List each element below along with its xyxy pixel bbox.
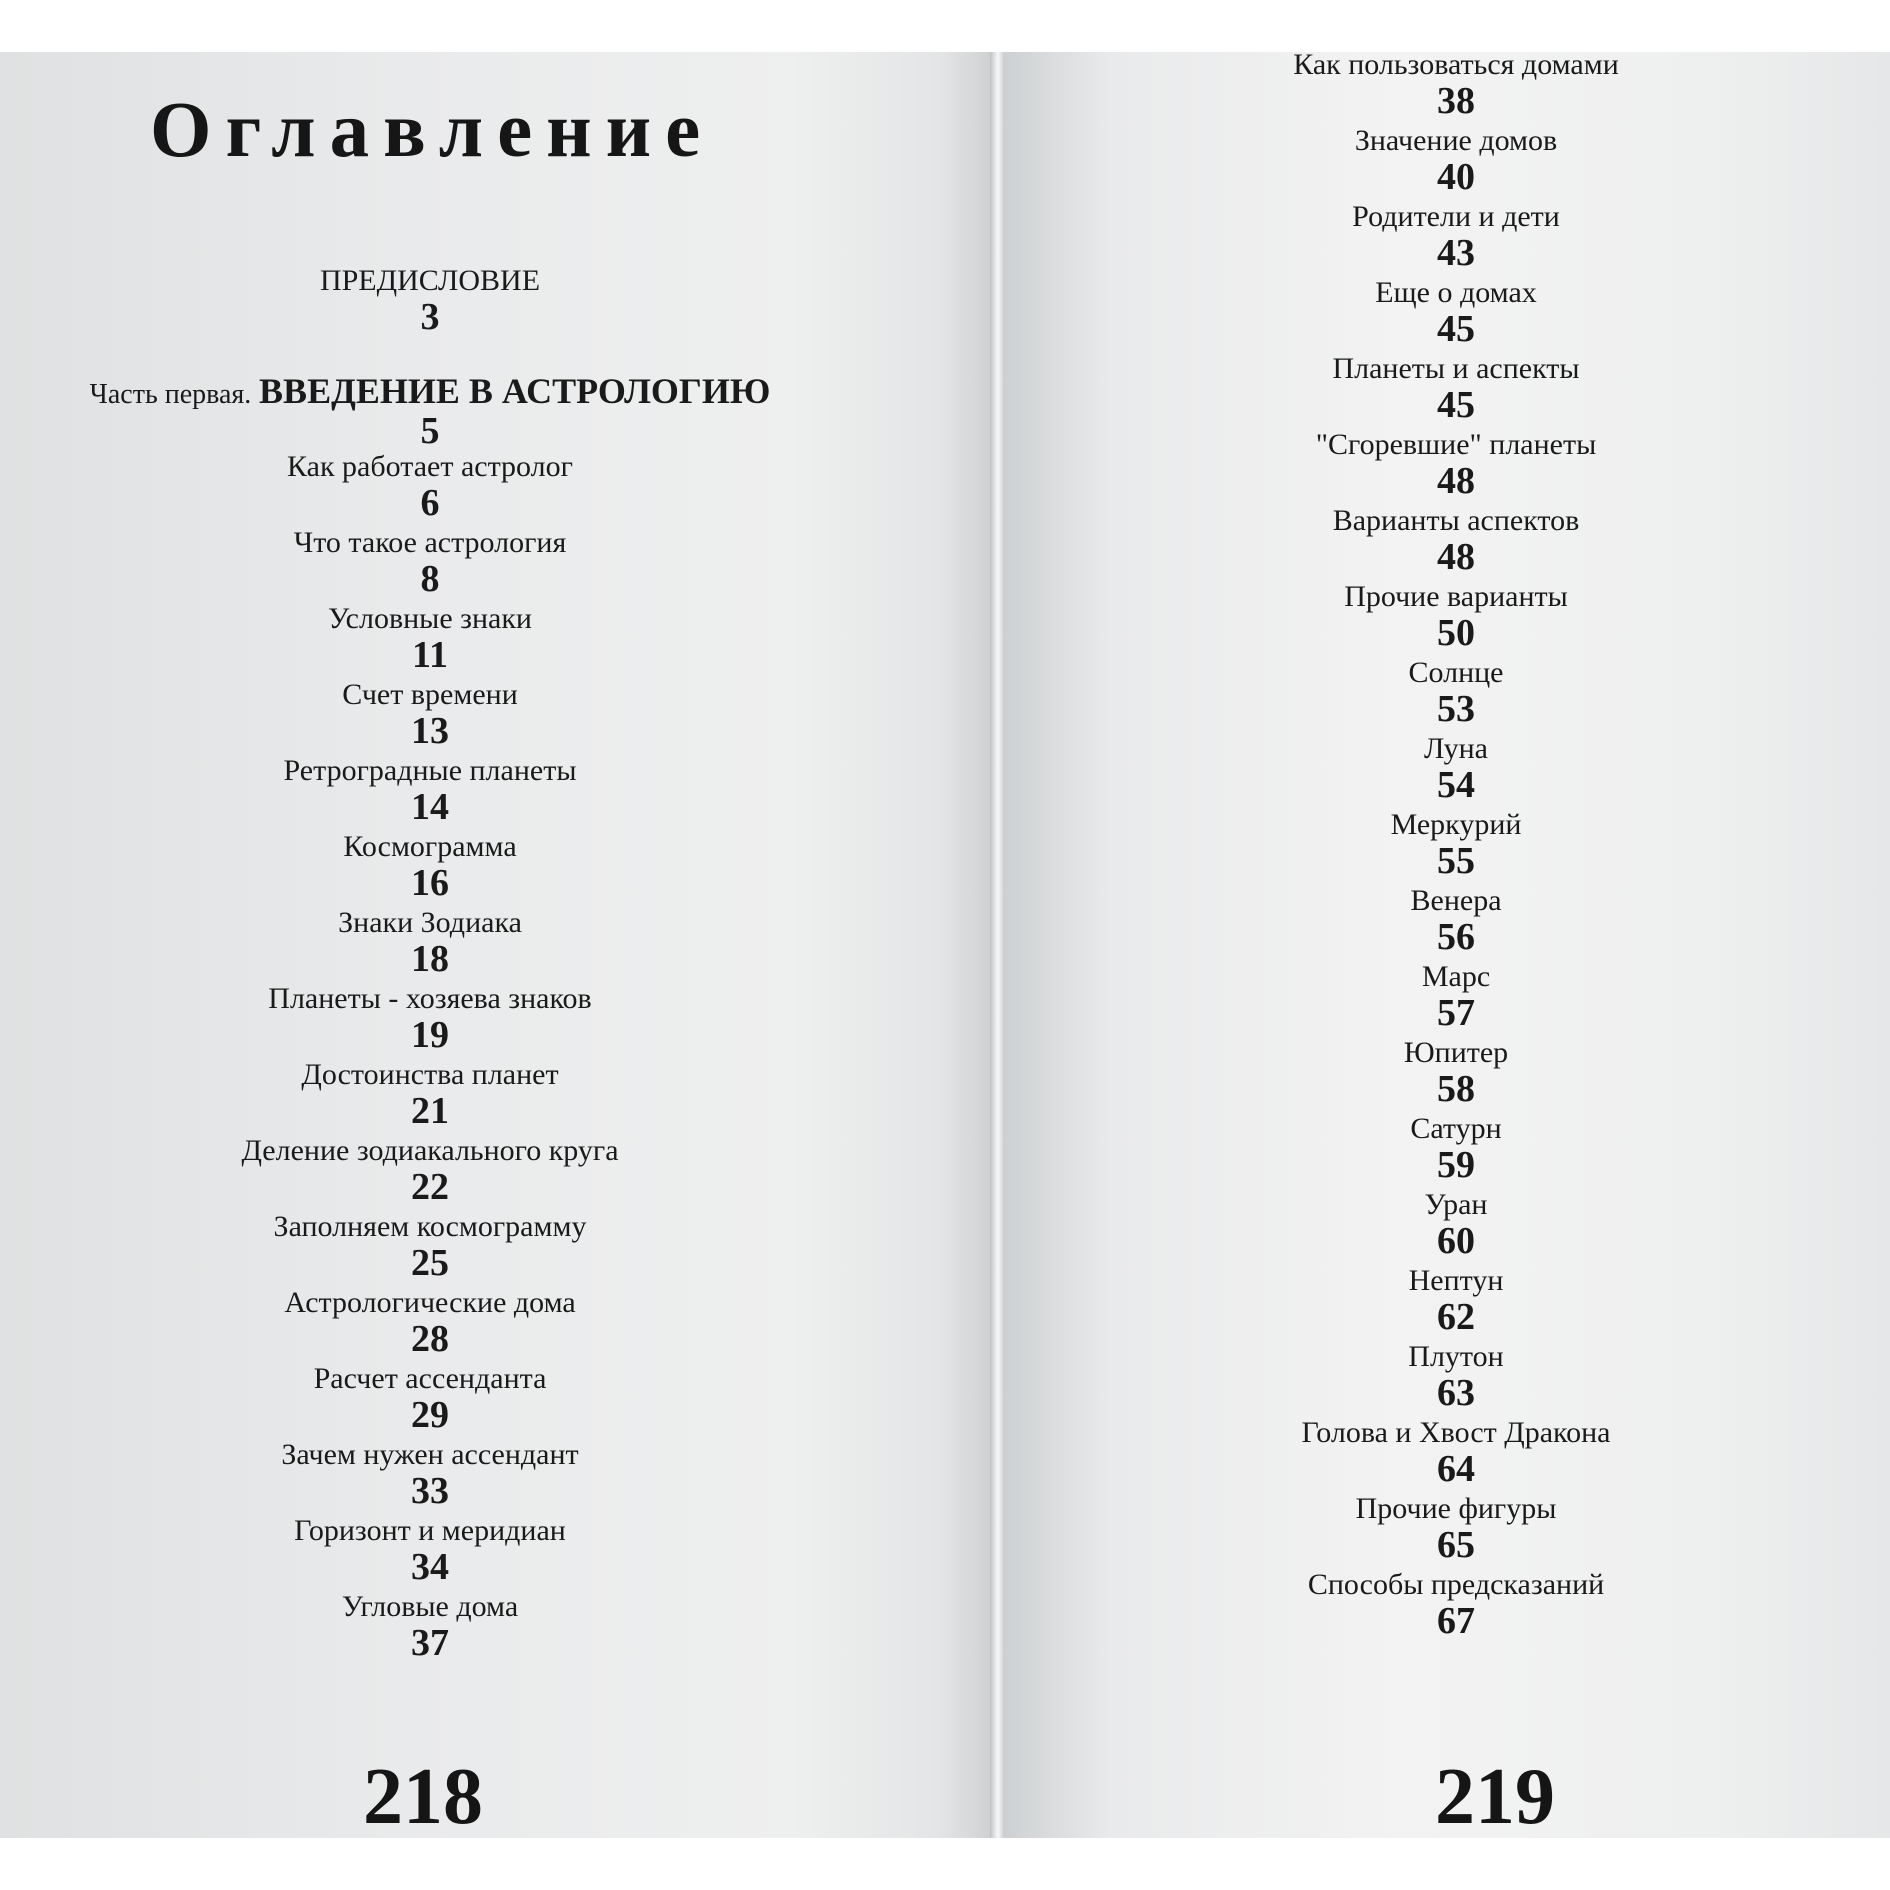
toc-entry-page: 22 (410, 1166, 449, 1208)
toc-entry (294, 526, 567, 599)
toc-entry-page: 63 (1437, 1372, 1475, 1414)
toc-entry-page: 62 (1437, 1296, 1475, 1338)
toc-entry-page: 48 (1436, 536, 1475, 578)
toc-entry (1408, 1340, 1503, 1413)
toc-entry (1355, 124, 1557, 197)
toc-entry (1333, 504, 1580, 577)
toc-entry-title: Ретроградные планеты (283, 754, 577, 787)
page-number-right: 219 (1435, 1753, 1555, 1838)
toc-entry-title: Угловые дома (341, 1590, 519, 1623)
toc-entry-title: Еще о домах (1375, 276, 1537, 309)
right-page (1003, 52, 1890, 1838)
toc-entry (241, 1134, 618, 1207)
toc-entry (314, 1362, 547, 1435)
toc-entry-title: Условные знаки (328, 602, 532, 635)
toc-entry-page: 65 (1437, 1524, 1475, 1566)
toc-part-entry (89, 371, 771, 452)
toc-entry-title: Что такое астрология (293, 526, 567, 559)
toc-entry-page: 43 (1437, 232, 1475, 274)
toc-entry-page: 59 (1436, 1144, 1475, 1186)
toc-part-prefix: Часть первая. (89, 379, 252, 410)
toc-entry (1424, 732, 1488, 805)
toc-entry (1410, 1112, 1501, 1185)
toc-entry (1391, 808, 1522, 881)
toc-entry (284, 1286, 575, 1359)
toc-entry (1302, 1416, 1611, 1489)
toc-entry (281, 1438, 578, 1511)
toc-entry-page: 13 (411, 710, 449, 752)
toc-entry-title: Деление зодиакального круга (241, 1134, 619, 1167)
toc-entry-title: Планеты - хозяева знаков (268, 982, 592, 1015)
toc-entry-page: 38 (1436, 80, 1475, 122)
toc-entry (1344, 580, 1568, 653)
toc-entry-title: Астрологические дома (284, 1286, 576, 1319)
toc-entry (1316, 428, 1597, 501)
toc-entry-title: Голова и Хвост Дракона (1301, 1416, 1611, 1449)
page-number-left: 218 (363, 1753, 483, 1838)
toc-entry-page: 25 (410, 1242, 449, 1284)
toc-entry-page: 21 (411, 1090, 449, 1132)
toc-entry (294, 1514, 566, 1587)
toc-entry-page: 56 (1436, 916, 1475, 958)
toc-entry (287, 450, 573, 523)
toc-entry-page: 58 (1437, 1068, 1475, 1110)
toc-entry-title: Марс (1421, 960, 1491, 993)
toc-entry-title: Горизонт и меридиан (294, 1514, 566, 1547)
toc-entry-page: 19 (411, 1014, 449, 1056)
toc-entry-title: Родители и дети (1352, 200, 1560, 233)
toc-entry (284, 754, 577, 827)
toc-entry-title: Способы предсказаний (1307, 1568, 1605, 1601)
toc-entry-title: Счет времени (342, 678, 518, 711)
toc-entry-title: Как пользоваться домами (1293, 52, 1619, 81)
toc-entry (274, 1210, 587, 1283)
toc-entry (1375, 276, 1537, 349)
toc-entry-title: Уран (1424, 1188, 1488, 1221)
toc-entry-title: Варианты аспектов (1332, 504, 1580, 537)
toc-entry-title: Солнце (1408, 656, 1504, 689)
toc-entry (343, 830, 516, 903)
toc-entry-page: 33 (410, 1470, 449, 1512)
toc-entry (1404, 1036, 1508, 1109)
toc-entry-page: 28 (411, 1318, 449, 1360)
toc-heading: Оглавление (150, 87, 715, 174)
toc-entry-page: 8 (420, 558, 440, 600)
toc-entry (1408, 656, 1503, 729)
toc-entry-page: 40 (1437, 156, 1475, 198)
toc-entry-page: 3 (420, 296, 440, 338)
toc-entry (342, 678, 518, 751)
toc-entry-page: 55 (1436, 840, 1475, 882)
toc-entry (1425, 1188, 1488, 1261)
toc-entry (338, 906, 522, 979)
toc-entry-page: 53 (1436, 688, 1475, 730)
toc-entry-title: Сатурн (1410, 1112, 1502, 1145)
toc-entry-page: 48 (1437, 460, 1475, 502)
toc-entry-title: Достоинства планет (301, 1058, 559, 1091)
toc-part-title-line (89, 371, 771, 412)
toc-entry-page: 45 (1437, 308, 1475, 350)
toc-entry-title: Нептун (1408, 1264, 1504, 1297)
toc-entry-title: Значение домов (1354, 124, 1558, 157)
toc-entry (1356, 1492, 1557, 1565)
toc-entry-page: 11 (412, 634, 448, 676)
toc-entry-title: ПРЕДИСЛОВИЕ (319, 264, 541, 297)
left-page (0, 52, 990, 1838)
toc-entry-title: Планеты и аспекты (1332, 352, 1580, 385)
toc-entry-title: Юпитер (1403, 1036, 1509, 1069)
toc-entry-page: 45 (1437, 384, 1475, 426)
toc-entry (320, 264, 540, 337)
toc-entry (1332, 352, 1579, 425)
toc-entry (342, 1590, 518, 1663)
toc-entry (1410, 884, 1501, 957)
toc-entry-title: Зачем нужен ассендант (281, 1438, 579, 1471)
toc-entry-page: 64 (1436, 1448, 1475, 1490)
toc-entry-title: Знаки Зодиака (338, 906, 522, 939)
toc-entry-title: "Сгоревшие" планеты (1315, 428, 1597, 461)
toc-entry-page: 18 (410, 938, 449, 980)
toc-entry-title: Как работает астролог (287, 450, 573, 483)
toc-entry-title: Прочие варианты (1344, 580, 1568, 613)
toc-entry-page: 50 (1437, 612, 1475, 654)
toc-entry (301, 1058, 558, 1131)
toc-entry-page: 54 (1436, 764, 1475, 806)
toc-entry (268, 982, 591, 1055)
toc-entry (1422, 960, 1490, 1033)
toc-entry-page: 6 (420, 482, 440, 524)
toc-entry (1308, 1568, 1604, 1641)
toc-part-name: ВВЕДЕНИЕ В АСТРОЛОГИЮ (259, 371, 771, 411)
toc-entry-page: 14 (411, 786, 449, 828)
toc-entry-title: Космограмма (343, 830, 517, 863)
book-gutter (990, 52, 1003, 1838)
toc-entry (1293, 52, 1619, 121)
toc-entry-title: Заполняем космограмму (273, 1210, 587, 1243)
toc-entry-title: Плутон (1408, 1340, 1504, 1373)
toc-entry-page: 34 (410, 1546, 449, 1588)
toc-entry-page: 37 (411, 1622, 449, 1664)
toc-entry-title: Венера (1410, 884, 1502, 917)
toc-entry-title: Меркурий (1390, 808, 1522, 841)
toc-entry-page: 29 (411, 1394, 449, 1436)
toc-entry (1409, 1264, 1504, 1337)
toc-entry-title: Прочие фигуры (1355, 1492, 1557, 1525)
toc-entry-page: 5 (420, 410, 440, 452)
toc-entry-page: 60 (1436, 1220, 1475, 1262)
toc-entry-title: Расчет ассенданта (313, 1362, 547, 1395)
toc-entry-page: 67 (1437, 1600, 1475, 1642)
toc-entry (1352, 200, 1560, 273)
toc-entry (328, 602, 532, 675)
toc-entry-title: Луна (1424, 732, 1488, 765)
toc-entry-page: 57 (1437, 992, 1475, 1034)
toc-entry-page: 16 (410, 862, 449, 904)
